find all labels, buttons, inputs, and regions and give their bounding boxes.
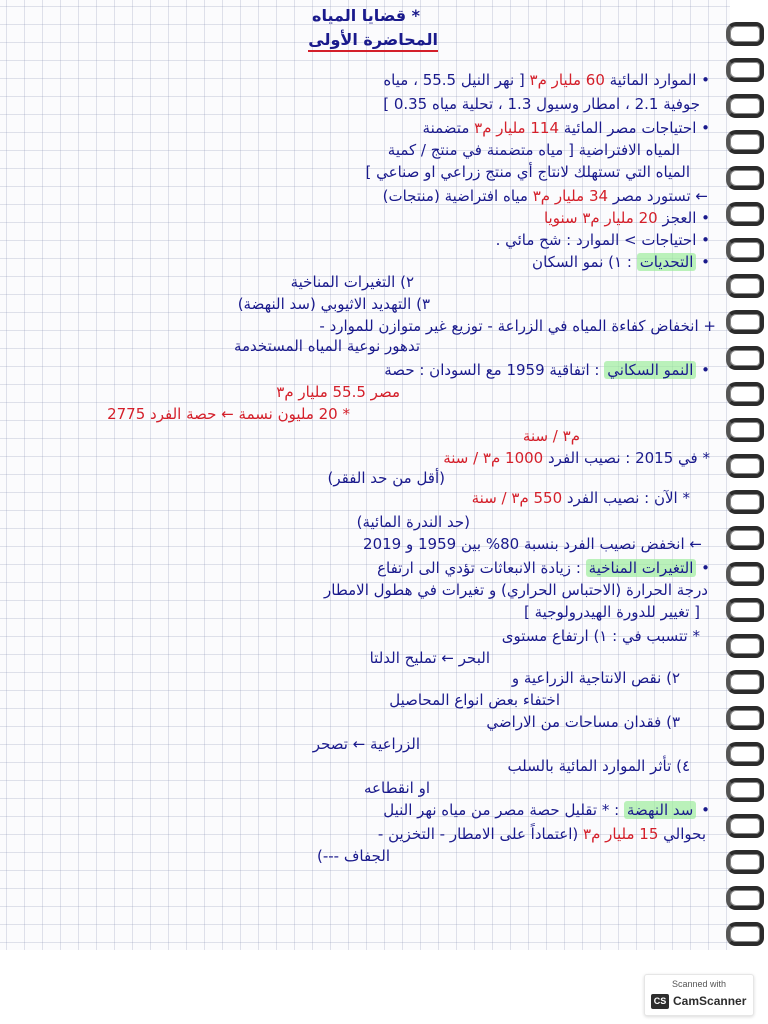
spiral-ring [726, 634, 764, 658]
page-title: * قضايا المياه [312, 6, 420, 25]
note-line: تدهور نوعية المياه المستخدمة [233, 337, 420, 355]
highlight-climate: التغيرات المناخية [586, 559, 697, 577]
note-line: ← تستورد مصر 34 مليار م٣ مياه افتراضية (منتجات) [382, 187, 708, 205]
camscanner-brand: CamScanner [673, 994, 747, 1008]
note-line: • التحديات : ١) نمو السكان [532, 253, 710, 271]
note-line: * 20 مليون نسمة ← حصة الفرد 2775 [107, 405, 350, 423]
spiral-ring [726, 418, 764, 442]
note-line: (أقل من حد الفقر) [327, 469, 445, 487]
note-line: • احتياجات مصر المائية 114 مليار م٣ متضمنة [422, 119, 710, 137]
note-line: + انخفاض كفاءة المياه في الزراعة - توزيع غير متوازن للموارد - [319, 317, 716, 335]
spiral-ring [726, 94, 764, 118]
note-line: البحر ← تمليح الدلتا [369, 649, 490, 667]
spiral-ring [726, 526, 764, 550]
note-line: درجة الحرارة (الاحتباس الحراري) و تغيرات في هطول الامطار [324, 581, 708, 599]
note-line: المياه الافتراضية [ مياه متضمنة في منتج / كمية [387, 141, 680, 159]
note-line: • التغيرات المناخية : زيادة الانبعاثات تؤدي الى ارتفاع [377, 559, 710, 577]
note-line: • سد النهضة : * تقليل حصة مصر من مياه نهر النيل [383, 801, 710, 819]
spiral-ring [726, 238, 764, 262]
camscanner-logo-icon: CS [651, 994, 669, 1009]
note-line: ٣) التهديد الاثيوبي (سد النهضة) [237, 295, 430, 313]
note-line: ٢) التغيرات المناخية [290, 273, 414, 291]
note-line: • الموارد المائية 60 مليار م٣ [ نهر النيل 55.5 ، مياه [383, 71, 710, 89]
note-line: مصر 55.5 مليار م٣ [276, 383, 400, 401]
note-line: المياه التي تستهلك لانتاج أي منتج زراعي او صناعي ] [365, 163, 690, 181]
highlight-population: النمو السكاني [604, 361, 696, 379]
note-line: * في 2015 : نصيب الفرد 1000 م٣ / سنة [443, 449, 710, 467]
spiral-ring [726, 166, 764, 190]
note-line: جوفية 2.1 ، امطار وسيول 1.3 ، تحلية مياه 0.35 ] [383, 95, 700, 113]
spiral-ring [726, 562, 764, 586]
lecture-subtitle: المحاضرة الأولى [308, 30, 438, 52]
spiral-ring [726, 814, 764, 838]
note-line: • العجز 20 مليار م٣ سنويا [543, 209, 710, 227]
note-line: (حد الندرة المائية) [356, 513, 470, 531]
note-line: الزراعية ← تصحر [312, 735, 420, 753]
note-line: ← انخفض نصيب الفرد بنسبة 80% بين 1959 و 2019 [363, 535, 702, 553]
spiral-ring [726, 58, 764, 82]
note-line: اختفاء بعض انواع المحاصيل [389, 691, 560, 709]
spiral-ring [726, 382, 764, 406]
highlight-dam: سد النهضة [624, 801, 696, 819]
note-line: * الآن : نصيب الفرد 550 م٣ / سنة [471, 489, 690, 507]
spiral-ring [726, 346, 764, 370]
note-line: ٣) فقدان مساحات من الاراضي [486, 713, 680, 731]
spiral-ring [726, 922, 764, 946]
spiral-ring [726, 886, 764, 910]
spiral-ring [726, 22, 764, 46]
spiral-ring [726, 706, 764, 730]
note-line: بحوالي 15 مليار م٣ (اعتماداً على الامطار - التخزين - [377, 825, 706, 843]
note-line: او انقطاعه [364, 779, 430, 797]
camscanner-watermark [644, 974, 754, 1016]
note-line: ٤) تأثر الموارد المائية بالسلب [507, 757, 690, 775]
spiral-ring [726, 598, 764, 622]
spiral-binding [726, 0, 768, 950]
highlight-challenges: التحديات [637, 253, 697, 271]
spiral-ring [726, 490, 764, 514]
spiral-ring [726, 454, 764, 478]
note-line: [ تغيير للدورة الهيدرولوجية ] [524, 603, 700, 621]
spiral-ring [726, 274, 764, 298]
note-line: • النمو السكاني : اتفاقية 1959 مع السودان : حصة [384, 361, 710, 379]
spiral-ring [726, 130, 764, 154]
note-line: ٢) نقص الانتاجية الزراعية و [511, 669, 680, 687]
note-line: • احتياجات > الموارد : شح مائي . [495, 231, 710, 249]
spiral-ring [726, 742, 764, 766]
note-line: م٣ / سنة [522, 427, 580, 445]
spiral-ring [726, 778, 764, 802]
note-line: الجفاف ---) [317, 847, 390, 865]
note-line: * تتسبب في : ١) ارتفاع مستوى [501, 627, 700, 645]
spiral-ring [726, 310, 764, 334]
spiral-ring [726, 850, 764, 874]
scanned-with-label: Scanned with [671, 979, 727, 989]
spiral-ring [726, 202, 764, 226]
spiral-ring [726, 670, 764, 694]
